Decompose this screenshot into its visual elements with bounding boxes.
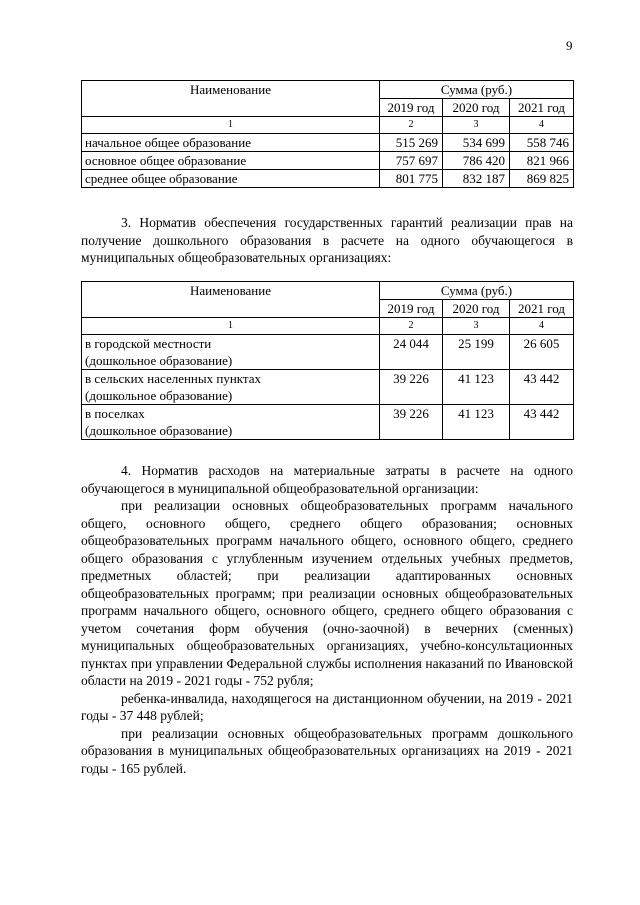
table-row: [82, 335, 574, 370]
column-number: 1: [82, 318, 380, 335]
header-year: 2020 год: [443, 300, 510, 318]
table-row: [82, 170, 574, 188]
row-name: [82, 405, 380, 440]
column-number: 2: [380, 318, 443, 335]
value-cell: 832 187: [443, 170, 510, 188]
row-name-line: в городской местности: [85, 336, 212, 351]
header-sum: Сумма (руб.): [380, 81, 574, 99]
section-4-item: ребенка-инвалида, находящегося на дистанционном обучении, на 2019 - 2021 годы - 37 448 рублей;: [81, 690, 573, 723]
table-row: [82, 134, 574, 152]
column-number: 2: [380, 117, 443, 134]
header-year: 2019 год: [380, 300, 443, 318]
value-cell: 43 442: [510, 370, 574, 405]
value-cell: 43 442: [510, 405, 574, 440]
column-number: 3: [443, 318, 510, 335]
column-number: 4: [510, 117, 574, 134]
row-name: основное общее образование: [82, 152, 380, 170]
row-name-line: в сельских населенных пунктах: [85, 371, 262, 386]
value-cell: 26 605: [510, 335, 574, 370]
table-row: [82, 370, 574, 405]
row-name: [82, 370, 380, 405]
column-number: 4: [510, 318, 574, 335]
header-year: 2019 год: [380, 99, 443, 117]
section-4-item: при реализации основных общеобразовательных программ дошкольного образования в муниципальных общеобразовательных организациях на 2019 - 2021 годы - 165 рублей.: [81, 725, 573, 776]
value-cell: 25 199: [443, 335, 510, 370]
header-name: Наименование: [82, 282, 380, 318]
value-cell: 24 044: [380, 335, 443, 370]
value-cell: 869 825: [510, 170, 574, 188]
value-cell: 801 775: [380, 170, 443, 188]
value-cell: 41 123: [443, 405, 510, 440]
value-cell: 41 123: [443, 370, 510, 405]
header-sum: Сумма (руб.): [380, 282, 574, 300]
section-4-item: при реализации основных общеобразовательных программ начального общего, основного общего, среднего общего образования; основных общеобразовательных программ начального общего, основного общего, среднего общего образования с углубленным изучением отдельных учебных предметов, предметных областей; при реализации адаптированных основных общеобразовательных программ; при реализации основных общеобразовательных программ начального общего, основного общего, среднего общего образования с учетом сочетания форм обучения (очно-заочной) в вечерних (сменных) муниципальных общеобразовательных организациях, учебно-консультационных пунктах при управлении Федеральной службы исполнения наказаний по Ивановской области на 2019 - 2021 годы - 752 рубля;: [81, 498, 573, 688]
row-name-line: (дошкольное образование): [85, 423, 233, 438]
column-number: 1: [82, 117, 380, 134]
value-cell: 515 269: [380, 134, 443, 152]
header-year: 2021 год: [510, 99, 574, 117]
header-year: 2020 год: [443, 99, 510, 117]
value-cell: 39 226: [380, 405, 443, 440]
norm-table-general-education: [81, 80, 574, 188]
section-4-intro: 4. Норматив расходов на материальные затраты в расчете на одного обучающегося в муниципальной общеобразовательной организации:: [81, 463, 573, 496]
row-name: среднее общее образование: [82, 170, 380, 188]
norm-table-preschool: [81, 281, 574, 440]
column-number: 3: [443, 117, 510, 134]
section-4-paragraph: [81, 462, 573, 777]
row-name-line: (дошкольное образование): [85, 388, 233, 403]
value-cell: 534 699: [443, 134, 510, 152]
section-3-paragraph: [81, 214, 573, 267]
row-name: [82, 335, 380, 370]
header-name: Наименование: [82, 81, 380, 117]
table-row: [82, 405, 574, 440]
section-3-text: 3. Норматив обеспечения государственных гарантий реализации прав на получение дошкольного образования в расчете на одного обучающегося в муниципальных общеобразовательных организациях:: [81, 215, 573, 265]
value-cell: 39 226: [380, 370, 443, 405]
value-cell: 821 966: [510, 152, 574, 170]
value-cell: 558 746: [510, 134, 574, 152]
row-name-line: (дошкольное образование): [85, 353, 233, 368]
value-cell: 757 697: [380, 152, 443, 170]
row-name: начальное общее образование: [82, 134, 380, 152]
value-cell: 786 420: [443, 152, 510, 170]
table-row: [82, 152, 574, 170]
header-year: 2021 год: [510, 300, 574, 318]
row-name-line: в поселках: [85, 406, 145, 421]
page-number: 9: [566, 38, 573, 53]
